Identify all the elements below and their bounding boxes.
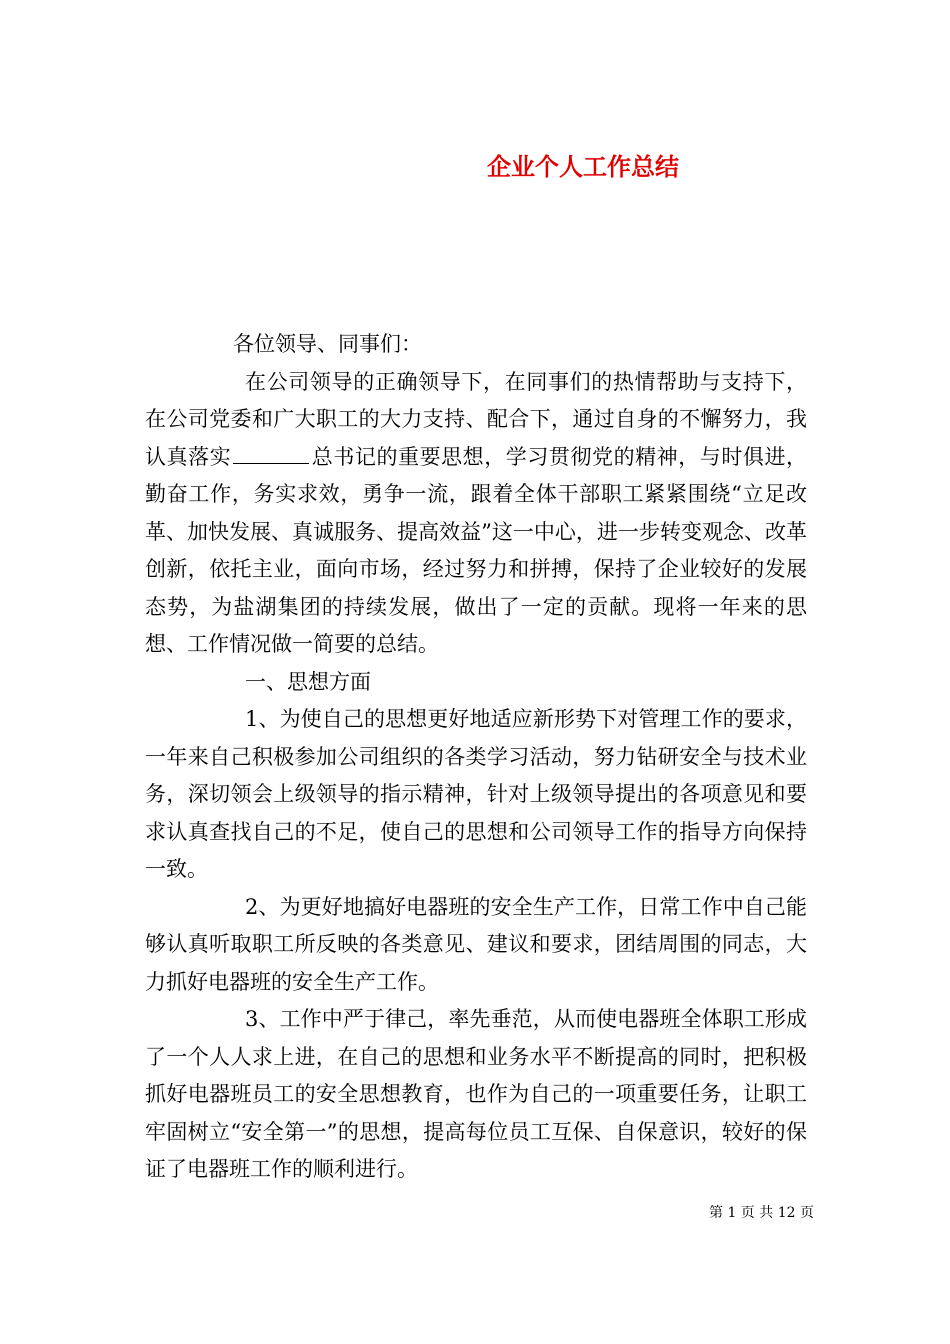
- intro-text-part1: 在公司领导的正确领导下，在同事们的热情帮助与支持下，在公司党委和广大职工的大力支持、配合下，通过自身的不懈努力，我认真落实: [145, 369, 807, 469]
- intro-text-part2: 总书记的重要思想，学习贯彻党的精神，与时俱进，勤奋工作，务实求效，勇争一流，跟着全体干部职工紧紧围绕“立足改革、加快发展、真诚服务、提高效益”这一中心，进一步转变观念、改革创新，依托主业，面向市场，经过努力和拼搏，保持了企业较好的发展态势，为盐湖集团的持续发展，做出了一定的贡献。现将一年来的思想、工作情况做一简要的总结。: [145, 444, 808, 656]
- page-title: 企业个人工作总结: [487, 152, 679, 182]
- list-item-3: 3、工作中严于律己，率先垂范，从而使电器班全体职工形成了一个人人求上进，在自己的思想和业务水平不断提高的同时，把积极抓好电器班员工的安全思想教育，也作为自己的一项重要任务，让职工牢固树立“安全第一”的思想，提高每位员工互保、自保意识，较好的保证了电器班工作的顺利进行。: [145, 1007, 807, 1181]
- salutation: 各位领导、同事们：: [233, 332, 422, 356]
- list-item-1: 1、为使自己的思想更好地适应新形势下对管理工作的要求，一年来自己积极参加公司组织的各类学习活动，努力钻研安全与技术业务，深切领会上级领导的指示精神，针对上级领导提出的各项意见和要求认真查找自己的不足，使自己的思想和公司领导工作的指导方向保持一致。: [145, 707, 807, 881]
- document-body: [145, 326, 807, 1189]
- fill-in-blank: [233, 462, 309, 464]
- list-item-2: 2、为更好地搞好电器班的安全生产工作，日常工作中自己能够认真听取职工所反映的各类意见、建议和要求，团结周围的同志，大力抓好电器班的安全生产工作。: [145, 894, 807, 994]
- page-number-footer: 第 1 页 共 12 页: [709, 1205, 814, 1221]
- section-heading-thought: 一、思想方面: [245, 669, 371, 694]
- intro-paragraph: [145, 364, 807, 664]
